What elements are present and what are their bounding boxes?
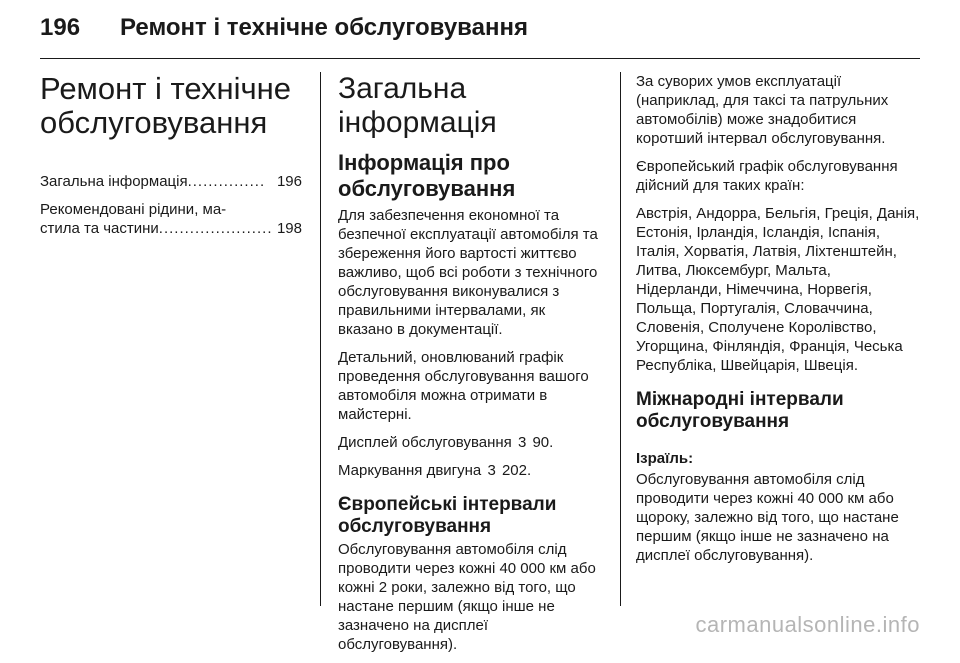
column-divider-2 <box>620 72 621 606</box>
country-list: Австрія, Андорра, Бельгія, Греція, Данія, Естонія, Ірландія, Ісландія, Іспанія, Італія, Хорватія, Латвія, Ліхтенштейн, Литва, Люксембург, Мальта, Нідерланди, Німеччина, Норвегія, Польща, Португалія, Словаччина, Словенія, Сполучене Королівство, Угорщина, Фінляндія, Франція, Чеська Республіка, Швейцарія, Швеція. <box>636 205 920 374</box>
subsection-title: Інформація про обслуговування <box>338 150 516 201</box>
paragraph: Обслуговування автомобіля слід проводити через кожні 40 000 км або кожні 2 роки, залежно від того, що настане першим (якщо інше не зазначено на дисплеї обслуговування). <box>338 541 596 653</box>
page-header <box>40 14 920 44</box>
toc-entry-page: 198 <box>276 220 302 237</box>
section-title: Загальна інформація <box>338 72 497 139</box>
cross-reference[interactable] <box>338 433 604 452</box>
paragraph: Детальний, оновлюваний графік проведення обслуговування вашого автомобіля можна отримати в майстерні. <box>338 349 589 423</box>
toc-entry-label: стила та частини <box>40 220 159 237</box>
reference-page: 90. <box>532 434 554 451</box>
watermark: carmanualsonline.info <box>695 612 920 637</box>
toc-entry-label-line1: Рекомендовані рідини, ма- <box>40 201 227 218</box>
subsection-title: Міжнародні інтервали обслуговування <box>636 389 844 432</box>
column-1 <box>40 72 302 247</box>
subsection-title: Європейські інтервали обслуговування <box>338 494 557 537</box>
toc-leader-dots: ...................... <box>158 220 273 237</box>
paragraph: За суворих умов експлуатації (наприклад, для таксі та патрульних автомобілів) може знадобитися коротший інтервал обслуговування. <box>636 73 889 147</box>
column-divider-1 <box>320 72 321 606</box>
region-heading: Ізраїль: <box>636 450 694 467</box>
toc-entry-page: 196 <box>276 173 302 190</box>
paragraph: Для забезпечення економної та безпечної експлуатації автомобіля та збереження його вартості життєво важливо, щоб всі роботи з технічного обслуговування виконувалися з правильними інтервалами, як вказано в документації. <box>338 207 598 338</box>
reference-page: 202. <box>501 462 532 479</box>
page-number: 196 <box>40 14 81 41</box>
table-of-contents <box>40 172 302 238</box>
toc-entry[interactable] <box>40 172 302 191</box>
reference-text: Маркування двигуна <box>338 462 482 479</box>
cross-reference[interactable] <box>338 461 604 480</box>
toc-entry[interactable] <box>40 200 302 238</box>
paragraph: Обслуговування автомобіля слід проводити через кожні 40 000 км або щороку, залежно від того, що настане першим (якщо інше не зазначено на дисплеї обслуговування). <box>636 471 899 564</box>
reference-text: Дисплей обслуговування <box>338 434 512 451</box>
chapter-title: Ремонт і технічне обслуговування <box>40 71 291 140</box>
column-2 <box>338 72 604 663</box>
header-rule <box>40 58 920 59</box>
reference-arrow-icon: 3 <box>487 462 496 479</box>
column-3 <box>636 72 920 574</box>
paragraph: Європейський графік обслуговування дійсний для таких країн: <box>636 158 898 194</box>
running-title: Ремонт і технічне обслуговування <box>120 14 528 41</box>
reference-arrow-icon: 3 <box>517 434 527 451</box>
toc-leader-dots: ............... <box>187 173 266 190</box>
toc-entry-label: Загальна інформація <box>40 173 188 190</box>
